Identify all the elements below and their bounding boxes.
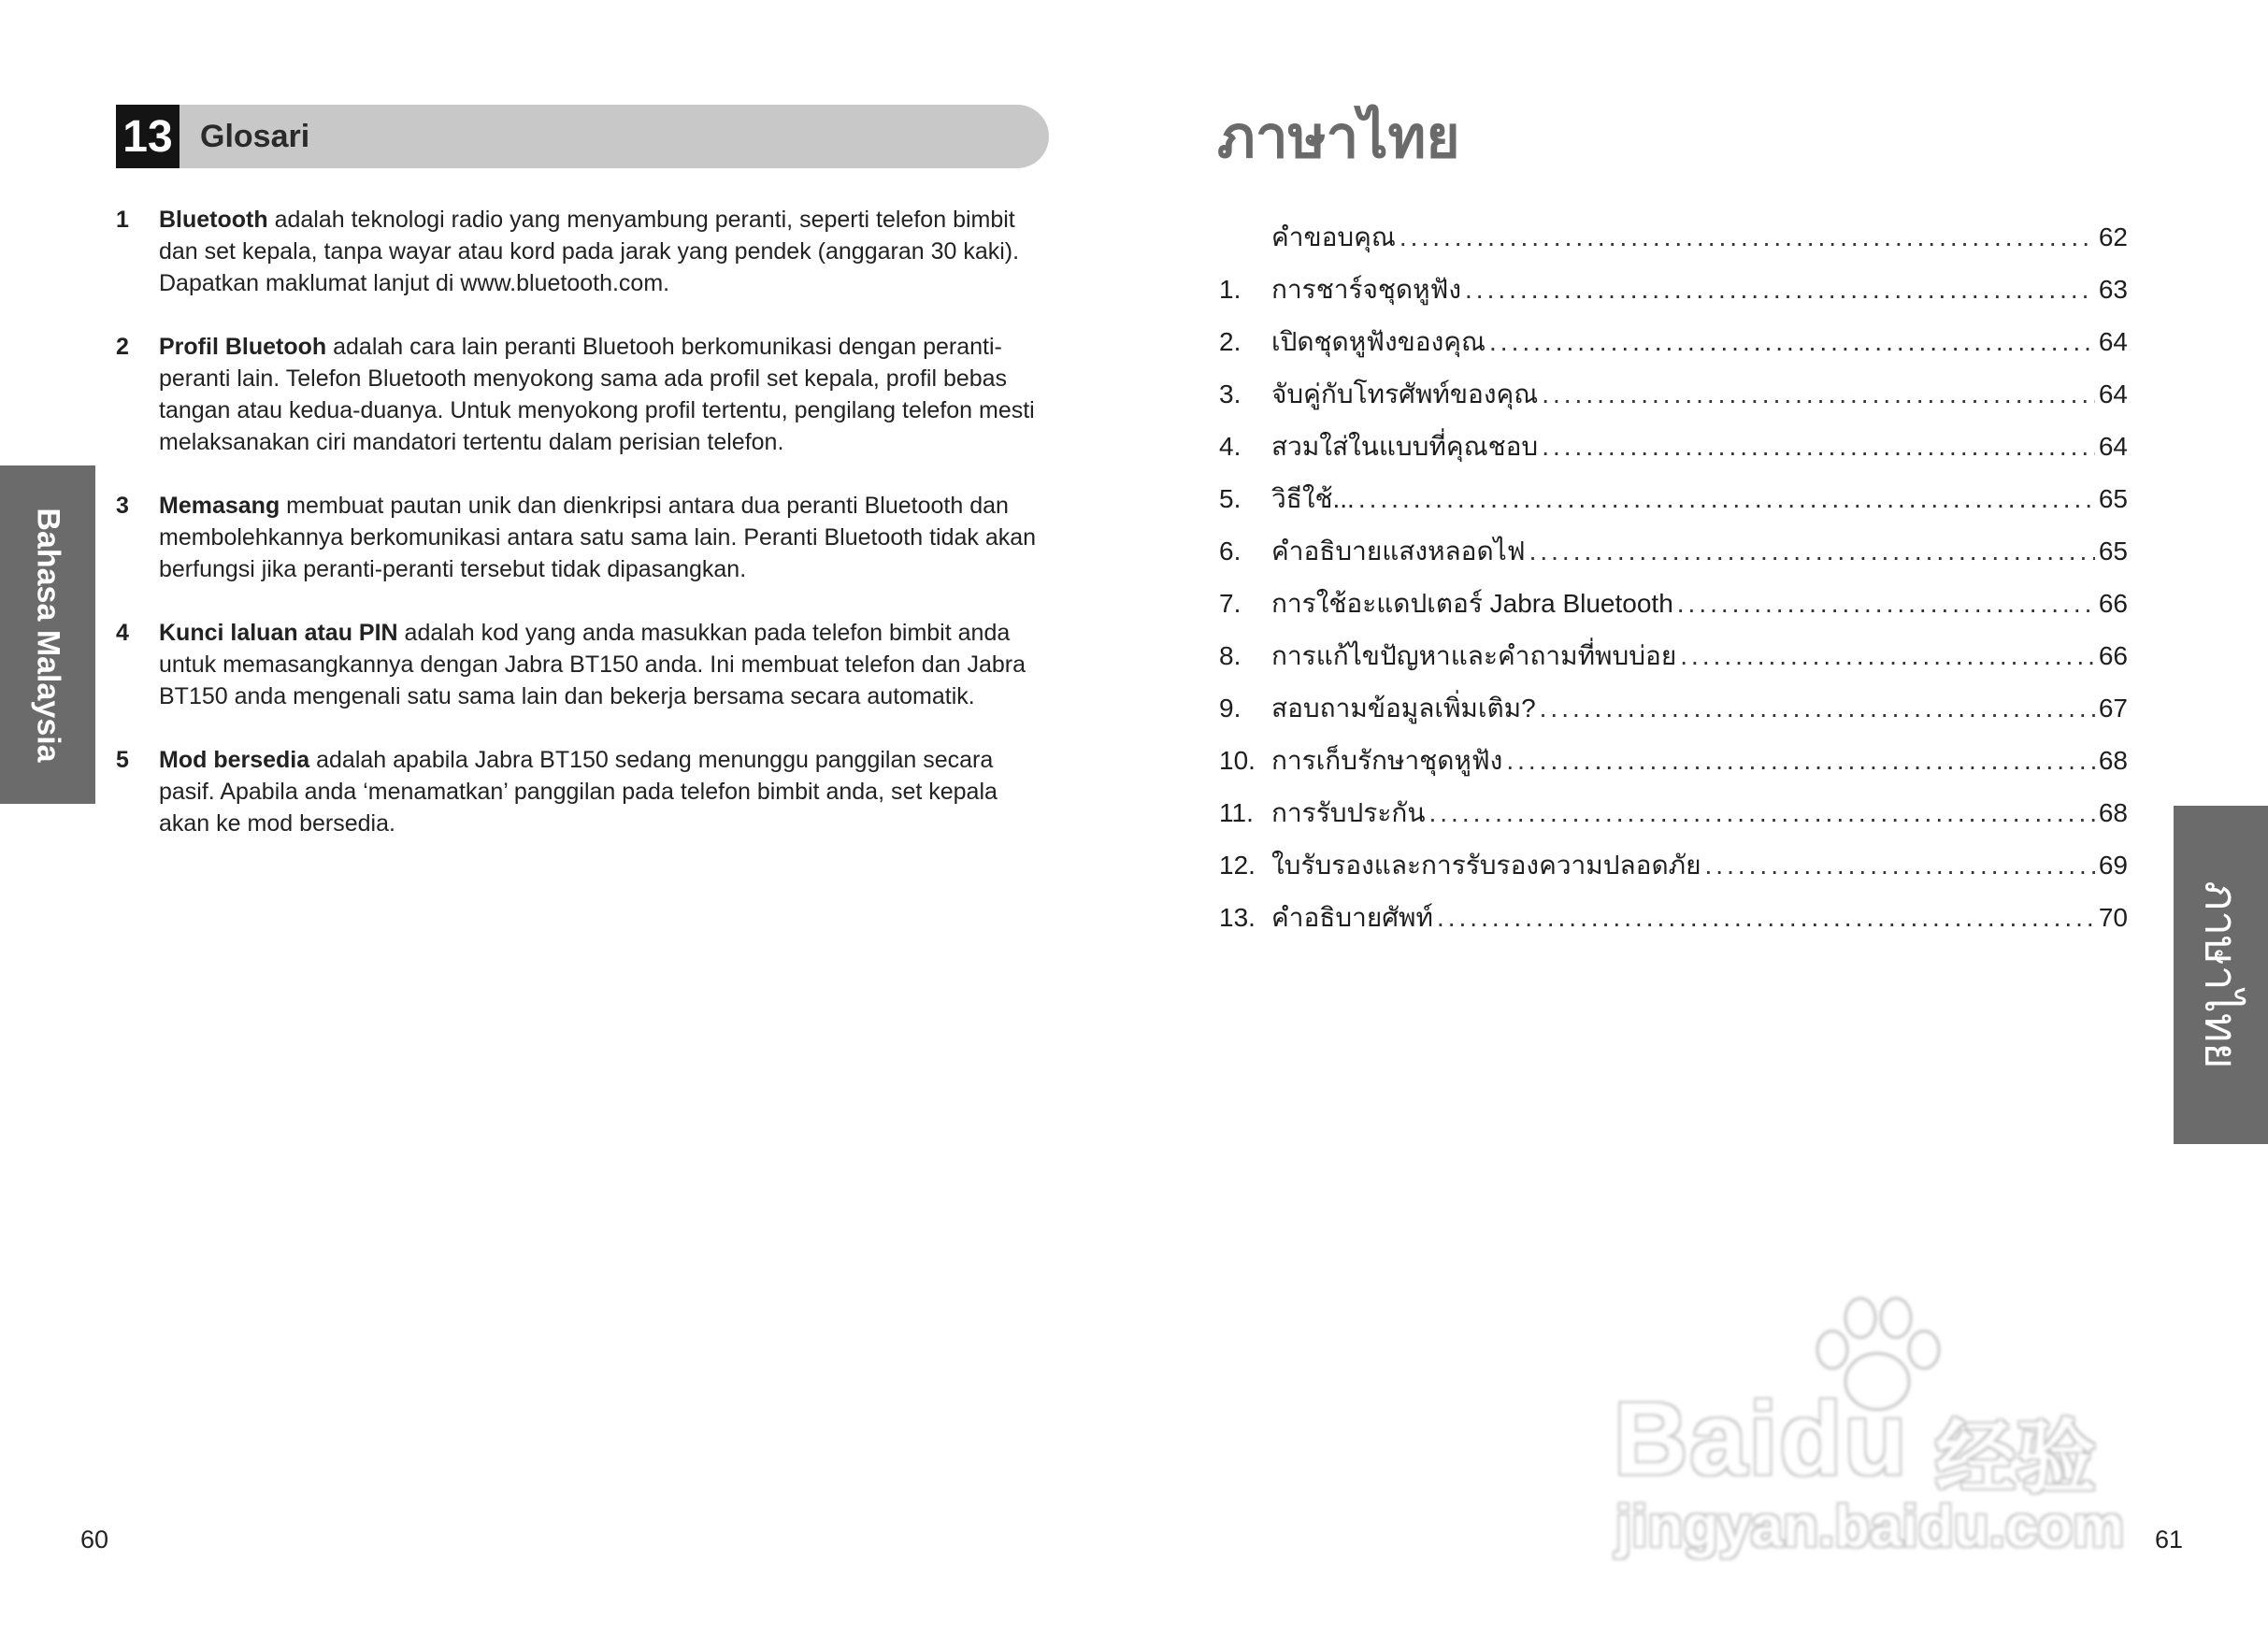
toc-label: ใบรับรองและการรับรองความปลอดภัย	[1271, 851, 1701, 880]
toc-label: คำอธิบายศัพท์	[1271, 903, 1433, 932]
toc-number: 13.	[1219, 903, 1256, 932]
toc-leader	[1677, 589, 2095, 619]
toc-number: 4.	[1219, 432, 1242, 461]
toc-entry	[1219, 531, 2128, 583]
toc-number: 7.	[1219, 589, 1242, 618]
toc-entry	[1219, 322, 2128, 374]
toc-label: จับคู่กับโทรศัพท์ของคุณ	[1271, 379, 1539, 408]
glossary-item	[116, 617, 1051, 712]
language-tab-malay	[0, 465, 95, 804]
toc-entry	[1219, 688, 2128, 740]
toc-leader	[1465, 275, 2095, 305]
toc-number: 3.	[1219, 379, 1242, 408]
toc-entry	[1219, 583, 2128, 636]
watermark-url: jingyan.baidu.com	[1615, 1495, 2125, 1559]
toc-label: วิธีใช้...	[1271, 484, 1355, 513]
toc-page: 69	[2098, 851, 2128, 880]
glossary-item	[116, 744, 1051, 839]
glossary-item-number: 3	[116, 493, 129, 519]
toc-label: การเก็บรักษาชุดหูฟัง	[1271, 746, 1503, 775]
toc-entry	[1219, 845, 2128, 897]
toc-number: 12.	[1219, 851, 1256, 880]
toc-entry	[1219, 426, 2128, 479]
toc-number: 2.	[1219, 327, 1242, 356]
toc-entry	[1219, 740, 2128, 793]
language-tab-label: Bahasa Malaysia	[30, 507, 66, 763]
toc-page: 62	[2098, 222, 2128, 251]
toc-leader	[1705, 851, 2095, 880]
toc-label: เปิดชุดหูฟังของคุณ	[1271, 327, 1486, 356]
toc-leader	[1489, 327, 2095, 357]
toc-leader	[1428, 798, 2094, 828]
toc-entry	[1219, 479, 2128, 531]
section-header	[116, 105, 1049, 168]
toc-page: 68	[2098, 798, 2128, 827]
baidu-watermark	[1606, 1290, 2130, 1570]
toc-entry	[1219, 269, 2128, 322]
glossary-list	[116, 204, 1051, 871]
page-title: ภาษาไทย	[1217, 106, 1460, 170]
toc-number: 5.	[1219, 484, 1242, 513]
glossary-definition: adalah teknologi radio yang menyambung peranti, seperti telefon bimbit dan set kepala, tanpa wayar atau kord pada jarak yang pendek (anggaran 30 kaki). Dapatkan maklumat lanjut di www.bluetooth.com.	[159, 207, 1020, 296]
glossary-item-number: 4	[116, 620, 129, 646]
toc-number: 8.	[1219, 641, 1242, 670]
page-number-left: 60	[80, 1525, 109, 1553]
toc-page: 64	[2098, 379, 2128, 408]
page-number-right: 61	[2155, 1525, 2184, 1553]
toc-page: 63	[2098, 275, 2128, 304]
toc-leader	[1680, 641, 2095, 671]
glossary-item	[116, 204, 1051, 299]
toc-leader	[1529, 537, 2095, 566]
glossary-term: Kunci laluan atau PIN	[159, 620, 398, 646]
watermark-chinese: 经验	[1935, 1413, 2096, 1503]
toc-leader	[1506, 746, 2095, 776]
glossary-item	[116, 331, 1051, 458]
toc-label: การใช้อะแดปเตอร์ Jabra Bluetooth	[1271, 589, 1673, 618]
toc-number: 10.	[1219, 746, 1256, 775]
toc-page: 68	[2098, 746, 2128, 775]
toc-page: 64	[2098, 432, 2128, 461]
glossary-item-number: 5	[116, 747, 129, 773]
glossary-definition: adalah kod yang anda masukkan pada telefon bimbit anda untuk memasangkannya dengan Jabra BT150 anda. Ini membuat telefon dan Jabra BT150 anda mengenali satu sama lain dan bekerja bersama secara automatik.	[159, 620, 1026, 709]
glossary-term: Bluetooth	[159, 207, 268, 233]
glossary-item	[116, 490, 1051, 585]
glossary-definition: membuat pautan unik dan dienkripsi antara dua peranti Bluetooth dan membolehkannya berkomunikasi antara satu sama lain. Peranti Bluetooth tidak akan berfungsi jika peranti-peranti tersebut tidak dipasangkan.	[159, 493, 1037, 582]
toc-label: สอบถามข้อมูลเพิ่มเติม?	[1271, 694, 1536, 723]
glossary-term: Memasang	[159, 493, 280, 519]
toc-page: 65	[2098, 484, 2128, 513]
toc-label: การแก้ไขปัญหาและคำถามที่พบบ่อย	[1271, 641, 1677, 670]
language-tab-label: ภาษาไทย	[2195, 880, 2246, 1069]
glossary-term: Profil Bluetooh	[159, 334, 327, 360]
toc-page: 66	[2098, 641, 2128, 670]
glossary-term: Mod bersedia	[159, 747, 310, 773]
toc-number: 1.	[1219, 275, 1242, 304]
toc-number: 11.	[1219, 798, 1254, 827]
toc-page: 65	[2098, 537, 2128, 565]
toc-leader	[1400, 222, 2095, 252]
toc-page: 64	[2098, 327, 2128, 356]
glossary-definition: adalah apabila Jabra BT150 sedang menunggu panggilan secara pasif. Apabila anda ‘menamatkan’ panggilan pada telefon bimbit anda, set kepala akan ke mod bersedia.	[159, 747, 998, 837]
glossary-item-number: 1	[116, 207, 129, 233]
toc-label: การรับประกัน	[1271, 798, 1426, 827]
glossary-item-number: 2	[116, 334, 129, 360]
toc-leader	[1542, 432, 2095, 462]
toc-entry	[1219, 793, 2128, 845]
toc-page: 67	[2098, 694, 2128, 723]
toc-page: 70	[2098, 903, 2128, 932]
glossary-definition: adalah cara lain peranti Bluetooh berkomunikasi dengan peranti-peranti lain. Telefon Bluetooth menyokong sama ada profil set kepala, profil bebas tangan atau kedua-duanya. Untuk menyokong profil tertentu, pengilang telefon mesti melaksanakan ciri mandatori tertentu dalam perisian telefon.	[159, 334, 1035, 455]
watermark-logo: Baidu	[1614, 1381, 1909, 1496]
toc-label: สวมใส่ในแบบที่คุณชอบ	[1271, 432, 1539, 461]
toc-leader	[1358, 484, 2095, 514]
section-number: 13	[116, 105, 179, 168]
toc-entry	[1219, 636, 2128, 688]
toc-entry	[1219, 897, 2128, 950]
toc-leader	[1542, 379, 2095, 409]
toc-leader	[1437, 903, 2095, 933]
toc-leader	[1540, 694, 2095, 723]
toc-entry	[1219, 217, 2128, 269]
toc-entry	[1219, 374, 2128, 426]
table-of-contents	[1219, 217, 2128, 950]
toc-number: 6.	[1219, 537, 1242, 565]
language-tab-thai	[2174, 806, 2268, 1144]
toc-label: การชาร์จชุดหูฟัง	[1271, 275, 1462, 304]
toc-page: 66	[2098, 589, 2128, 618]
toc-label: คำขอบคุณ	[1271, 222, 1396, 251]
section-title: Glosari	[200, 119, 310, 154]
toc-number: 9.	[1219, 694, 1242, 723]
toc-label: คำอธิบายแสงหลอดไฟ	[1271, 537, 1526, 565]
